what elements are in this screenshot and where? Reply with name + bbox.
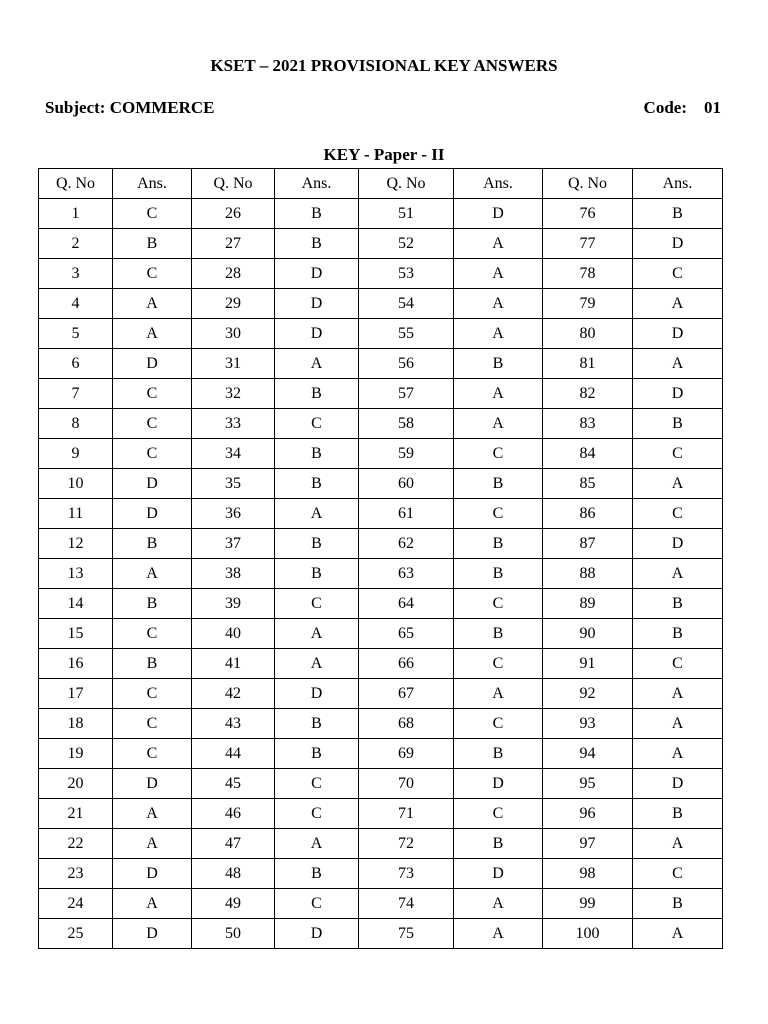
table-row: [39, 439, 723, 469]
question-number-cell: 12: [39, 529, 113, 559]
question-number-cell: 90: [543, 619, 633, 649]
answer-cell: A: [454, 889, 543, 919]
answer-cell: C: [633, 439, 723, 469]
question-number-cell: 53: [359, 259, 454, 289]
answer-cell: C: [113, 739, 192, 769]
question-number-cell: 69: [359, 739, 454, 769]
answer-cell: C: [113, 679, 192, 709]
question-number-cell: 73: [359, 859, 454, 889]
table-row: [39, 619, 723, 649]
question-number-cell: 3: [39, 259, 113, 289]
answer-cell: C: [113, 379, 192, 409]
answer-cell: C: [113, 619, 192, 649]
table-row: [39, 409, 723, 439]
question-number-cell: 79: [543, 289, 633, 319]
answer-cell: A: [454, 229, 543, 259]
answer-cell: A: [633, 919, 723, 949]
question-number-cell: 84: [543, 439, 633, 469]
answer-cell: A: [633, 559, 723, 589]
question-number-cell: 54: [359, 289, 454, 319]
answer-cell: D: [113, 919, 192, 949]
answer-cell: C: [113, 259, 192, 289]
answer-cell: B: [454, 619, 543, 649]
question-number-cell: 41: [192, 649, 275, 679]
question-number-cell: 92: [543, 679, 633, 709]
document-title: KSET – 2021 PROVISIONAL KEY ANSWERS: [210, 56, 558, 75]
question-number-cell: 38: [192, 559, 275, 589]
answer-cell: B: [633, 889, 723, 919]
answer-cell: A: [633, 709, 723, 739]
question-number-cell: 23: [39, 859, 113, 889]
question-number-cell: 98: [543, 859, 633, 889]
question-number-cell: 60: [359, 469, 454, 499]
question-number-cell: 44: [192, 739, 275, 769]
answer-cell: A: [454, 379, 543, 409]
table-row: [39, 379, 723, 409]
answer-cell: C: [633, 499, 723, 529]
answer-cell: C: [275, 409, 359, 439]
answer-cell: B: [454, 469, 543, 499]
question-number-cell: 28: [192, 259, 275, 289]
question-number-cell: 70: [359, 769, 454, 799]
question-number-cell: 89: [543, 589, 633, 619]
question-number-cell: 96: [543, 799, 633, 829]
question-number-cell: 16: [39, 649, 113, 679]
question-number-cell: 33: [192, 409, 275, 439]
question-number-cell: 6: [39, 349, 113, 379]
answer-cell: A: [633, 679, 723, 709]
table-row: [39, 199, 723, 229]
question-number-cell: 83: [543, 409, 633, 439]
answer-cell: B: [113, 229, 192, 259]
table-row: [39, 319, 723, 349]
question-number-cell: 62: [359, 529, 454, 559]
question-number-cell: 99: [543, 889, 633, 919]
header-answer: Ans.: [633, 169, 723, 199]
answer-cell: D: [454, 769, 543, 799]
answer-cell: C: [275, 769, 359, 799]
question-number-cell: 29: [192, 289, 275, 319]
answer-cell: B: [275, 199, 359, 229]
question-number-cell: 35: [192, 469, 275, 499]
table-row: [39, 349, 723, 379]
answer-cell: B: [113, 649, 192, 679]
question-number-cell: 93: [543, 709, 633, 739]
answer-cell: A: [275, 499, 359, 529]
table-row: [39, 829, 723, 859]
question-number-cell: 47: [192, 829, 275, 859]
question-number-cell: 19: [39, 739, 113, 769]
answer-cell: B: [275, 229, 359, 259]
answer-cell: B: [633, 589, 723, 619]
question-number-cell: 85: [543, 469, 633, 499]
answer-cell: A: [275, 619, 359, 649]
answer-cell: D: [633, 379, 723, 409]
answer-cell: D: [275, 289, 359, 319]
key-paper-title: KEY - Paper - II: [323, 145, 445, 164]
answer-cell: D: [454, 859, 543, 889]
question-number-cell: 49: [192, 889, 275, 919]
answer-cell: B: [633, 409, 723, 439]
answer-cell: A: [113, 829, 192, 859]
question-number-cell: 1: [39, 199, 113, 229]
question-number-cell: 55: [359, 319, 454, 349]
question-number-cell: 74: [359, 889, 454, 919]
subject-code: Code: 01: [643, 98, 721, 117]
answer-cell: B: [275, 859, 359, 889]
answer-cell: C: [633, 259, 723, 289]
subject-label: Subject: COMMERCE: [45, 98, 215, 117]
answer-cell: B: [275, 739, 359, 769]
question-number-cell: 15: [39, 619, 113, 649]
question-number-cell: 71: [359, 799, 454, 829]
answer-cell: A: [454, 319, 543, 349]
table-row: [39, 679, 723, 709]
answer-cell: A: [275, 649, 359, 679]
table-row: [39, 589, 723, 619]
table-row: [39, 739, 723, 769]
question-number-cell: 9: [39, 439, 113, 469]
answer-cell: D: [113, 769, 192, 799]
question-number-cell: 36: [192, 499, 275, 529]
answer-cell: B: [275, 439, 359, 469]
question-number-cell: 76: [543, 199, 633, 229]
answer-cell: C: [275, 799, 359, 829]
question-number-cell: 80: [543, 319, 633, 349]
subject-line: [45, 97, 721, 119]
question-number-cell: 20: [39, 769, 113, 799]
answer-cell: B: [113, 529, 192, 559]
answer-key-table: [38, 168, 723, 949]
question-number-cell: 72: [359, 829, 454, 859]
question-number-cell: 100: [543, 919, 633, 949]
question-number-cell: 45: [192, 769, 275, 799]
answer-cell: D: [275, 679, 359, 709]
question-number-cell: 7: [39, 379, 113, 409]
answer-cell: D: [113, 859, 192, 889]
question-number-cell: 81: [543, 349, 633, 379]
answer-cell: D: [275, 319, 359, 349]
answer-cell: B: [454, 829, 543, 859]
question-number-cell: 77: [543, 229, 633, 259]
answer-cell: C: [633, 649, 723, 679]
answer-cell: C: [113, 199, 192, 229]
answer-cell: A: [454, 259, 543, 289]
table-row: [39, 529, 723, 559]
answer-cell: B: [633, 619, 723, 649]
question-number-cell: 61: [359, 499, 454, 529]
answer-cell: C: [454, 499, 543, 529]
question-number-cell: 91: [543, 649, 633, 679]
answer-cell: B: [113, 589, 192, 619]
question-number-cell: 26: [192, 199, 275, 229]
answer-cell: A: [113, 889, 192, 919]
table-row: [39, 649, 723, 679]
answer-cell: A: [633, 739, 723, 769]
question-number-cell: 56: [359, 349, 454, 379]
header-question-number: Q. No: [359, 169, 454, 199]
table-row: [39, 229, 723, 259]
answer-cell: B: [275, 469, 359, 499]
question-number-cell: 5: [39, 319, 113, 349]
answer-cell: D: [633, 529, 723, 559]
question-number-cell: 30: [192, 319, 275, 349]
question-number-cell: 86: [543, 499, 633, 529]
answer-cell: B: [633, 199, 723, 229]
answer-cell: A: [633, 289, 723, 319]
question-number-cell: 40: [192, 619, 275, 649]
question-number-cell: 58: [359, 409, 454, 439]
answer-cell: C: [454, 709, 543, 739]
answer-cell: C: [454, 799, 543, 829]
answer-cell: D: [633, 769, 723, 799]
answer-cell: A: [275, 349, 359, 379]
answer-cell: D: [113, 499, 192, 529]
answer-cell: B: [454, 349, 543, 379]
question-number-cell: 31: [192, 349, 275, 379]
question-number-cell: 87: [543, 529, 633, 559]
answer-key-body: [39, 199, 723, 949]
answer-cell: A: [454, 919, 543, 949]
question-number-cell: 27: [192, 229, 275, 259]
answer-cell: D: [633, 229, 723, 259]
header-question-number: Q. No: [543, 169, 633, 199]
answer-cell: A: [113, 559, 192, 589]
table-row: [39, 289, 723, 319]
question-number-cell: 39: [192, 589, 275, 619]
answer-cell: A: [113, 319, 192, 349]
answer-cell: D: [275, 919, 359, 949]
answer-cell: D: [633, 319, 723, 349]
answer-cell: C: [275, 889, 359, 919]
header-row: [39, 169, 723, 199]
table-row: [39, 469, 723, 499]
question-number-cell: 63: [359, 559, 454, 589]
table-row: [39, 259, 723, 289]
question-number-cell: 34: [192, 439, 275, 469]
header-question-number: Q. No: [192, 169, 275, 199]
answer-cell: A: [633, 349, 723, 379]
answer-cell: A: [633, 829, 723, 859]
question-number-cell: 97: [543, 829, 633, 859]
question-number-cell: 42: [192, 679, 275, 709]
answer-cell: A: [113, 799, 192, 829]
question-number-cell: 14: [39, 589, 113, 619]
question-number-cell: 2: [39, 229, 113, 259]
question-number-cell: 51: [359, 199, 454, 229]
table-row: [39, 859, 723, 889]
header-answer: Ans.: [275, 169, 359, 199]
question-number-cell: 64: [359, 589, 454, 619]
question-number-cell: 66: [359, 649, 454, 679]
answer-cell: A: [275, 829, 359, 859]
answer-key-header: [39, 169, 723, 199]
answer-cell: C: [454, 439, 543, 469]
question-number-cell: 65: [359, 619, 454, 649]
question-number-cell: 88: [543, 559, 633, 589]
answer-cell: C: [454, 649, 543, 679]
question-number-cell: 18: [39, 709, 113, 739]
question-number-cell: 21: [39, 799, 113, 829]
answer-cell: A: [113, 289, 192, 319]
question-number-cell: 10: [39, 469, 113, 499]
question-number-cell: 52: [359, 229, 454, 259]
question-number-cell: 32: [192, 379, 275, 409]
answer-cell: C: [113, 709, 192, 739]
question-number-cell: 43: [192, 709, 275, 739]
question-number-cell: 37: [192, 529, 275, 559]
table-row: [39, 919, 723, 949]
answer-cell: A: [454, 679, 543, 709]
question-number-cell: 46: [192, 799, 275, 829]
answer-cell: B: [275, 529, 359, 559]
answer-cell: B: [454, 529, 543, 559]
question-number-cell: 25: [39, 919, 113, 949]
answer-cell: D: [275, 259, 359, 289]
question-number-cell: 48: [192, 859, 275, 889]
table-row: [39, 889, 723, 919]
answer-cell: D: [113, 469, 192, 499]
question-number-cell: 57: [359, 379, 454, 409]
answer-cell: A: [454, 289, 543, 319]
question-number-cell: 95: [543, 769, 633, 799]
answer-cell: B: [454, 739, 543, 769]
question-number-cell: 11: [39, 499, 113, 529]
question-number-cell: 94: [543, 739, 633, 769]
question-number-cell: 75: [359, 919, 454, 949]
question-number-cell: 82: [543, 379, 633, 409]
question-number-cell: 78: [543, 259, 633, 289]
table-row: [39, 499, 723, 529]
answer-cell: B: [275, 379, 359, 409]
table-row: [39, 559, 723, 589]
answer-cell: B: [275, 709, 359, 739]
answer-cell: B: [454, 559, 543, 589]
question-number-cell: 13: [39, 559, 113, 589]
header-answer: Ans.: [113, 169, 192, 199]
answer-cell: B: [275, 559, 359, 589]
answer-cell: C: [275, 589, 359, 619]
question-number-cell: 8: [39, 409, 113, 439]
table-row: [39, 709, 723, 739]
question-number-cell: 22: [39, 829, 113, 859]
table-row: [39, 769, 723, 799]
answer-cell: C: [454, 589, 543, 619]
question-number-cell: 67: [359, 679, 454, 709]
question-number-cell: 59: [359, 439, 454, 469]
answer-cell: D: [113, 349, 192, 379]
question-number-cell: 17: [39, 679, 113, 709]
answer-cell: A: [633, 469, 723, 499]
question-number-cell: 24: [39, 889, 113, 919]
answer-cell: A: [454, 409, 543, 439]
question-number-cell: 4: [39, 289, 113, 319]
table-row: [39, 799, 723, 829]
answer-cell: C: [113, 439, 192, 469]
answer-cell: D: [454, 199, 543, 229]
question-number-cell: 68: [359, 709, 454, 739]
question-number-cell: 50: [192, 919, 275, 949]
answer-cell: B: [633, 799, 723, 829]
answer-cell: C: [633, 859, 723, 889]
header-question-number: Q. No: [39, 169, 113, 199]
answer-cell: C: [113, 409, 192, 439]
header-answer: Ans.: [454, 169, 543, 199]
